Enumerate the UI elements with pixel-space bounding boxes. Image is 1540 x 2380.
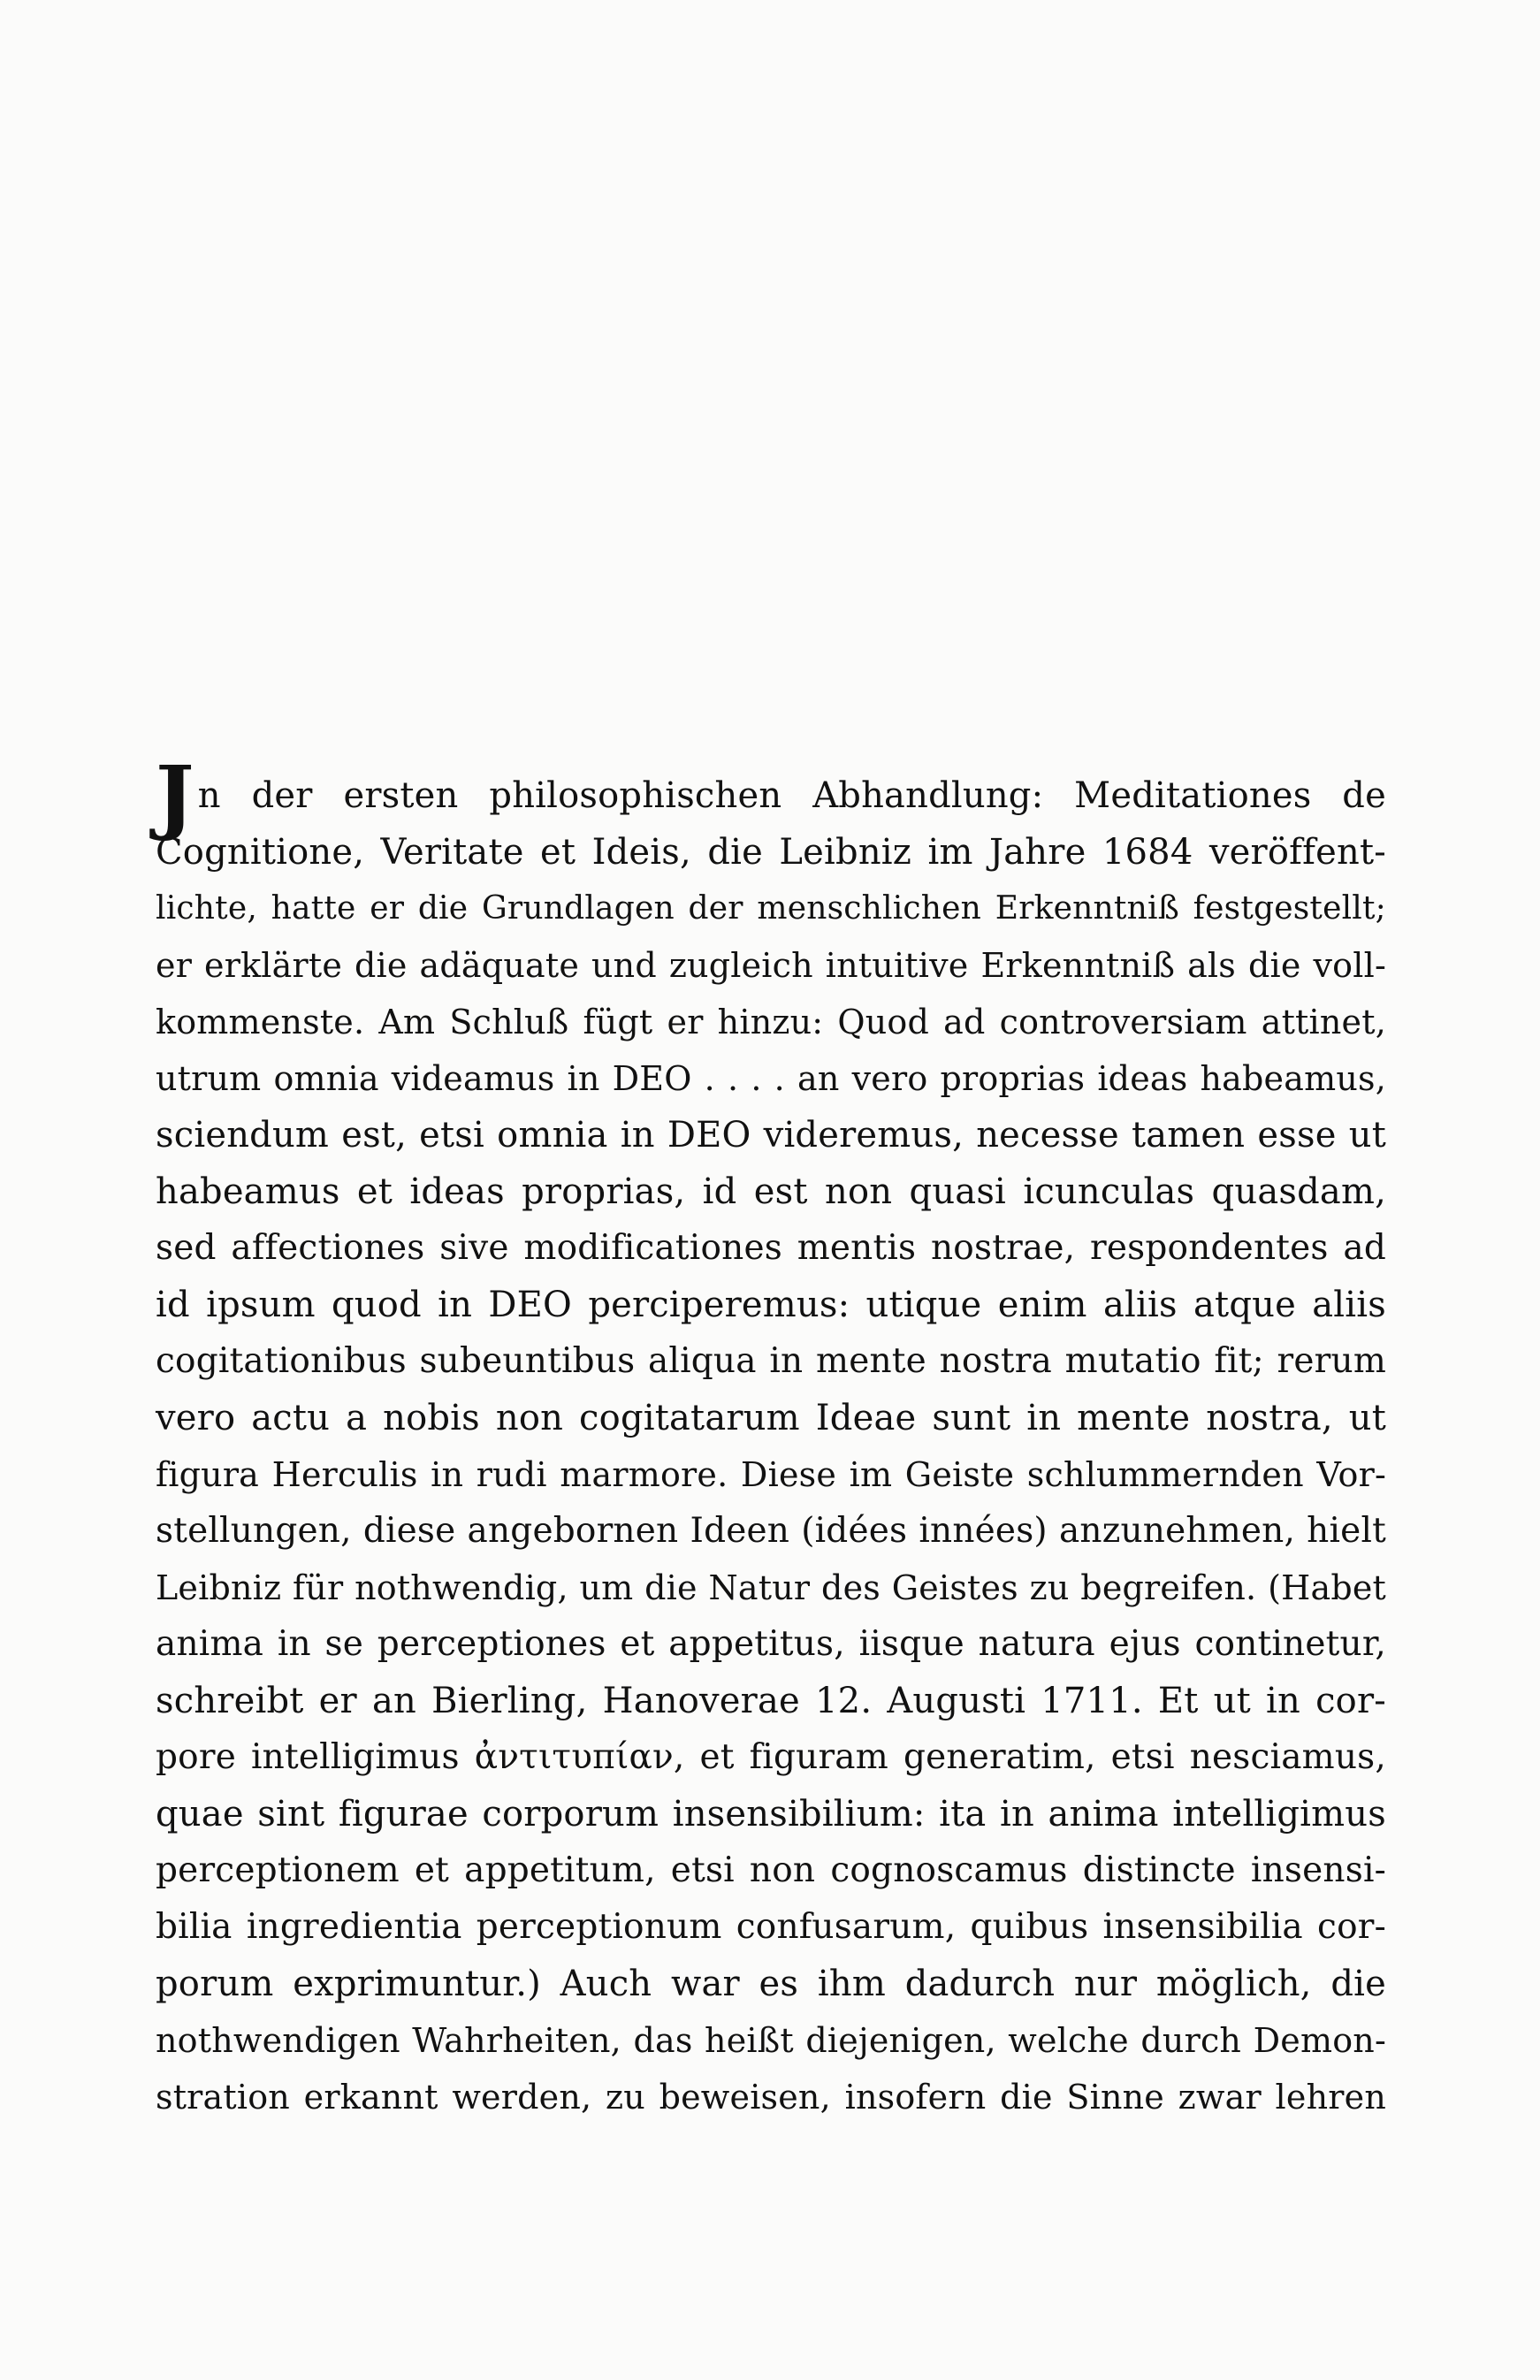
- text-line: id ipsum quod in DEO perciperemus: utique enim aliis atque aliis: [156, 1285, 1386, 1325]
- drop-cap-initial: J: [156, 748, 194, 843]
- text-line: stration erkannt werden, zu beweisen, insofern die Sinne zwar lehren: [156, 2078, 1386, 2117]
- text-line: pore intelligimus ἀντιτυπίαν, et figuram generatim, etsi nesciamus,: [156, 1737, 1386, 1777]
- text-line: utrum omnia videamus in DEO . . . . an vero proprias ideas habeamus,: [156, 1059, 1386, 1098]
- text-line: quae sint figurae corporum insensibilium: ita in anima intelligimus: [156, 1794, 1386, 1835]
- text-line: cogitationibus subeuntibus aliqua in mente nostra mutatio fit; rerum: [156, 1341, 1386, 1381]
- text-line: porum exprimuntur.) Auch war es ihm dadurch nur möglich, die: [156, 1964, 1386, 2004]
- text-line: figura Herculis in rudi marmore. Diese im Geiste schlummernden Vor-: [156, 1455, 1386, 1494]
- text-line: anima in se perceptiones et appetitus, iisque natura ejus continetur,: [156, 1624, 1386, 1664]
- text-line: [156, 748, 1386, 843]
- text-line: er erklärte die adäquate und zugleich intuitive Erkenntniß als die voll-: [156, 946, 1386, 985]
- text-line: schreibt er an Bierling, Hanoverae 12. Augusti 1711. Et ut in cor-: [156, 1681, 1386, 1721]
- paragraph: [156, 748, 1386, 2125]
- text-line: nothwendigen Wahrheiten, das heißt diejenigen, welche durch Demon-: [156, 2021, 1386, 2060]
- text-line: Leibniz für nothwendig, um die Natur des Geistes zu begreifen. (Habet: [156, 1568, 1386, 1607]
- text-line: bilia ingredientia perceptionum confusarum, quibus insensibilia cor-: [156, 1907, 1386, 1947]
- text-line: kommenste. Am Schluß fügt er hinzu: Quod ad controversiam attinet,: [156, 1003, 1386, 1041]
- text-line: Cognitione, Veritate et Ideis, die Leibniz im Jahre 1684 veröffent-: [156, 832, 1386, 873]
- text-line: vero actu a nobis non cogitatarum Ideae sunt in mente nostra, ut: [156, 1398, 1386, 1438]
- text-line: sciendum est, etsi omnia in DEO videremus, necesse tamen esse ut: [156, 1115, 1386, 1156]
- text-line: lichte, hatte er die Grundlagen der menschlichen Erkenntniß festgestellt;: [156, 890, 1386, 927]
- text-line: habeamus et ideas proprias, id est non quasi icunculas quasdam,: [156, 1171, 1386, 1212]
- text-line: sed affectiones sive modificationes mentis nostrae, respondentes ad: [156, 1228, 1386, 1268]
- text-line-content: n der ersten philosophischen Abhandlung: Meditationes de: [197, 775, 1386, 816]
- text-line: stellungen, diese angebornen Ideen (idées innées) anzunehmen, hielt: [156, 1511, 1386, 1551]
- text-line: perceptionem et appetitum, etsi non cognoscamus distincte insensi-: [156, 1850, 1386, 1890]
